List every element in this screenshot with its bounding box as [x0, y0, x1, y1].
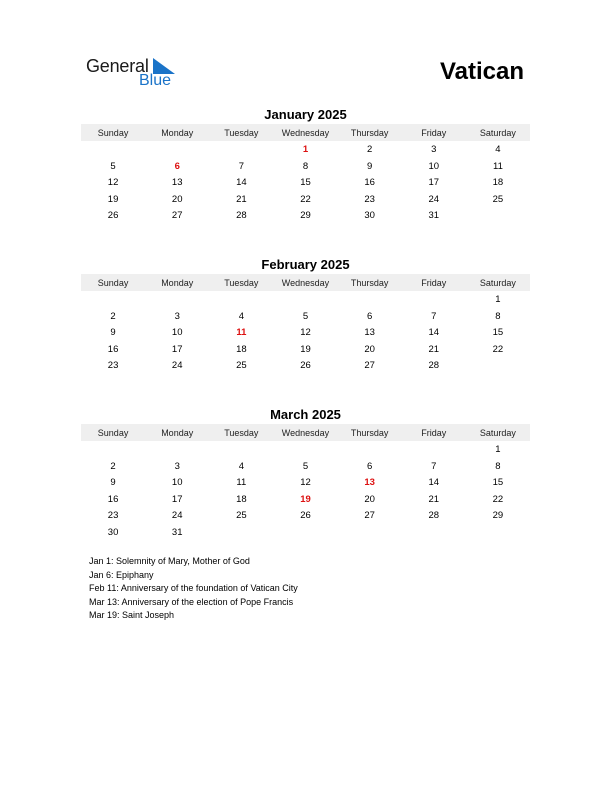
- day-cell: 5: [302, 460, 309, 472]
- weekday-label: Monday: [161, 427, 194, 438]
- day-cell: 10: [171, 477, 183, 489]
- day-cell: 27: [364, 510, 375, 522]
- day-cell: 4: [495, 144, 501, 155]
- country-title: Vatican: [439, 58, 524, 85]
- note-line: Jan 6: Epiphany: [89, 569, 154, 580]
- day-cell: 19: [107, 193, 119, 205]
- weekday-label: Friday: [421, 277, 447, 288]
- day-cell: 6: [366, 460, 373, 472]
- day-cell: 30: [107, 526, 119, 538]
- weekday-label: Saturday: [479, 427, 516, 438]
- weekday-label: Tuesday: [224, 127, 259, 138]
- day-cell: 12: [300, 477, 311, 489]
- day-cell: 3: [174, 460, 180, 472]
- month-march: [81, 406, 530, 542]
- day-cell: 8: [495, 310, 501, 322]
- day-cell: 14: [236, 177, 247, 189]
- day-cell: 11: [492, 160, 503, 172]
- empty-cell: [338, 292, 402, 309]
- day-cell: 16: [107, 493, 119, 505]
- day-cell: 26: [300, 360, 311, 372]
- day-cell: 7: [238, 160, 244, 172]
- day-cell: 27: [171, 210, 183, 222]
- day-cell: 17: [171, 343, 183, 355]
- day-cell: 28: [428, 360, 440, 372]
- day-cell: 14: [428, 327, 440, 339]
- weekday-label: Saturday: [479, 127, 516, 138]
- day-cell: 15: [492, 477, 504, 489]
- day-cell: 16: [107, 343, 119, 355]
- weekday-label: Wednesday: [281, 427, 330, 438]
- weekday-header: [81, 424, 530, 441]
- day-cell: 4: [238, 460, 244, 472]
- day-cell: 6: [366, 310, 373, 322]
- day-cell: 25: [492, 193, 504, 205]
- day-cell: 4: [238, 310, 244, 322]
- note-line: Mar 13: Anniversary of the election of Pope Francis: [89, 596, 294, 607]
- weekday-label: Tuesday: [224, 277, 259, 288]
- day-cell: 28: [236, 210, 247, 222]
- day-cell: 20: [171, 193, 183, 205]
- weekday-label: Thursday: [350, 277, 389, 288]
- weekday-label: Friday: [421, 127, 447, 138]
- day-cell: 26: [300, 510, 311, 522]
- day-cell: 19: [300, 343, 311, 355]
- month-title: March 2025: [270, 407, 341, 422]
- empty-cell: [81, 142, 145, 159]
- day-cell: 18: [236, 493, 247, 505]
- day-cell: 27: [364, 360, 375, 372]
- day-cell: 2: [110, 460, 116, 472]
- day-cell: 18: [236, 343, 247, 355]
- day-cell: 8: [495, 460, 501, 472]
- weekday-label: Sunday: [97, 427, 129, 438]
- day-cell: 31: [171, 526, 183, 538]
- logo: [86, 56, 196, 92]
- day-cell: 2: [110, 310, 116, 322]
- day-grid: [81, 442, 530, 542]
- day-cell: 18: [492, 177, 504, 189]
- empty-cell: [81, 292, 145, 309]
- month-title: February 2025: [261, 257, 350, 272]
- weekday-label: Thursday: [350, 427, 389, 438]
- weekday-label: Wednesday: [281, 277, 330, 288]
- empty-cell: [402, 292, 466, 309]
- note-line: Jan 1: Solemnity of Mary, Mother of God: [89, 556, 250, 566]
- day-cell: 28: [428, 510, 440, 522]
- day-cell: 20: [364, 493, 375, 505]
- empty-cell: [273, 292, 337, 309]
- day-cell: 5: [110, 160, 116, 172]
- weekday-label: Sunday: [97, 127, 129, 138]
- day-cell: 21: [428, 493, 440, 505]
- day-cell: 21: [428, 343, 440, 355]
- day-cell: 24: [428, 193, 440, 205]
- weekday-header: [81, 274, 530, 291]
- weekday-label: Tuesday: [224, 427, 259, 438]
- empty-cell: [273, 442, 337, 459]
- day-cell: 5: [302, 310, 309, 322]
- note-line: Feb 11: Anniversary of the foundation of Vatican City: [89, 583, 298, 594]
- logo-text-general: General: [86, 56, 149, 76]
- holiday-day-cell: 13: [364, 477, 375, 489]
- holiday-day-cell: 11: [236, 327, 247, 339]
- note-line: Mar 19: Saint Joseph: [89, 610, 175, 621]
- day-cell: 21: [236, 193, 247, 205]
- day-cell: 17: [171, 493, 183, 505]
- weekday-header: [81, 124, 530, 141]
- day-cell: 22: [492, 343, 504, 355]
- empty-cell: [338, 442, 402, 459]
- day-cell: 12: [107, 177, 119, 189]
- day-cell: 9: [110, 327, 116, 339]
- day-cell: 25: [236, 360, 247, 372]
- day-cell: 1: [495, 444, 501, 455]
- day-cell: 9: [366, 160, 373, 172]
- day-cell: 23: [364, 193, 375, 205]
- day-cell: 12: [300, 327, 311, 339]
- weekday-label: Monday: [161, 127, 194, 138]
- holiday-notes: [89, 555, 298, 623]
- day-cell: 1: [495, 294, 501, 305]
- day-cell: 3: [431, 144, 437, 155]
- day-cell: 14: [428, 477, 440, 489]
- empty-cell: [209, 442, 273, 459]
- day-cell: 29: [492, 510, 504, 522]
- holiday-day-cell: 6: [174, 160, 180, 172]
- day-cell: 7: [431, 310, 437, 322]
- empty-cell: [145, 142, 209, 159]
- weekday-label: Saturday: [479, 277, 516, 288]
- day-cell: 13: [171, 177, 183, 189]
- empty-cell: [209, 292, 273, 309]
- holiday-day-cell: 19: [300, 493, 311, 505]
- day-cell: 20: [364, 343, 375, 355]
- weekday-label: Monday: [161, 277, 194, 288]
- day-cell: 24: [171, 360, 183, 372]
- day-cell: 13: [364, 327, 375, 339]
- day-cell: 22: [492, 493, 504, 505]
- empty-cell: [209, 142, 273, 159]
- day-cell: 10: [171, 327, 183, 339]
- month-title: January 2025: [264, 107, 347, 122]
- empty-cell: [402, 442, 466, 459]
- weekday-label: Wednesday: [281, 127, 330, 138]
- day-cell: 11: [236, 477, 247, 489]
- empty-cell: [145, 292, 209, 309]
- day-cell: 15: [300, 177, 311, 189]
- weekday-label: Sunday: [97, 277, 129, 288]
- day-cell: 31: [428, 210, 440, 222]
- weekday-label: Thursday: [350, 127, 389, 138]
- day-cell: 23: [107, 510, 119, 522]
- weekday-label: Friday: [421, 427, 447, 438]
- day-cell: 9: [110, 477, 116, 489]
- day-grid: [81, 142, 530, 225]
- day-cell: 24: [171, 510, 183, 522]
- day-cell: 17: [428, 177, 440, 189]
- day-cell: 23: [107, 360, 119, 372]
- day-cell: 26: [107, 210, 119, 222]
- day-cell: 29: [300, 210, 311, 222]
- logo-text-blue: Blue: [139, 72, 172, 89]
- day-cell: 16: [364, 177, 375, 189]
- day-cell: 8: [302, 160, 309, 172]
- empty-cell: [145, 442, 209, 459]
- day-cell: 10: [428, 160, 440, 172]
- empty-cell: [81, 442, 145, 459]
- day-cell: 2: [366, 144, 373, 155]
- day-cell: 22: [300, 193, 311, 205]
- month-january: [81, 106, 530, 225]
- day-cell: 7: [431, 460, 437, 472]
- holiday-day-cell: 1: [302, 144, 309, 155]
- day-grid: [81, 292, 530, 375]
- day-cell: 15: [492, 327, 504, 339]
- day-cell: 25: [236, 510, 247, 522]
- month-february: [81, 256, 530, 375]
- day-cell: 3: [174, 310, 180, 322]
- day-cell: 30: [364, 210, 375, 222]
